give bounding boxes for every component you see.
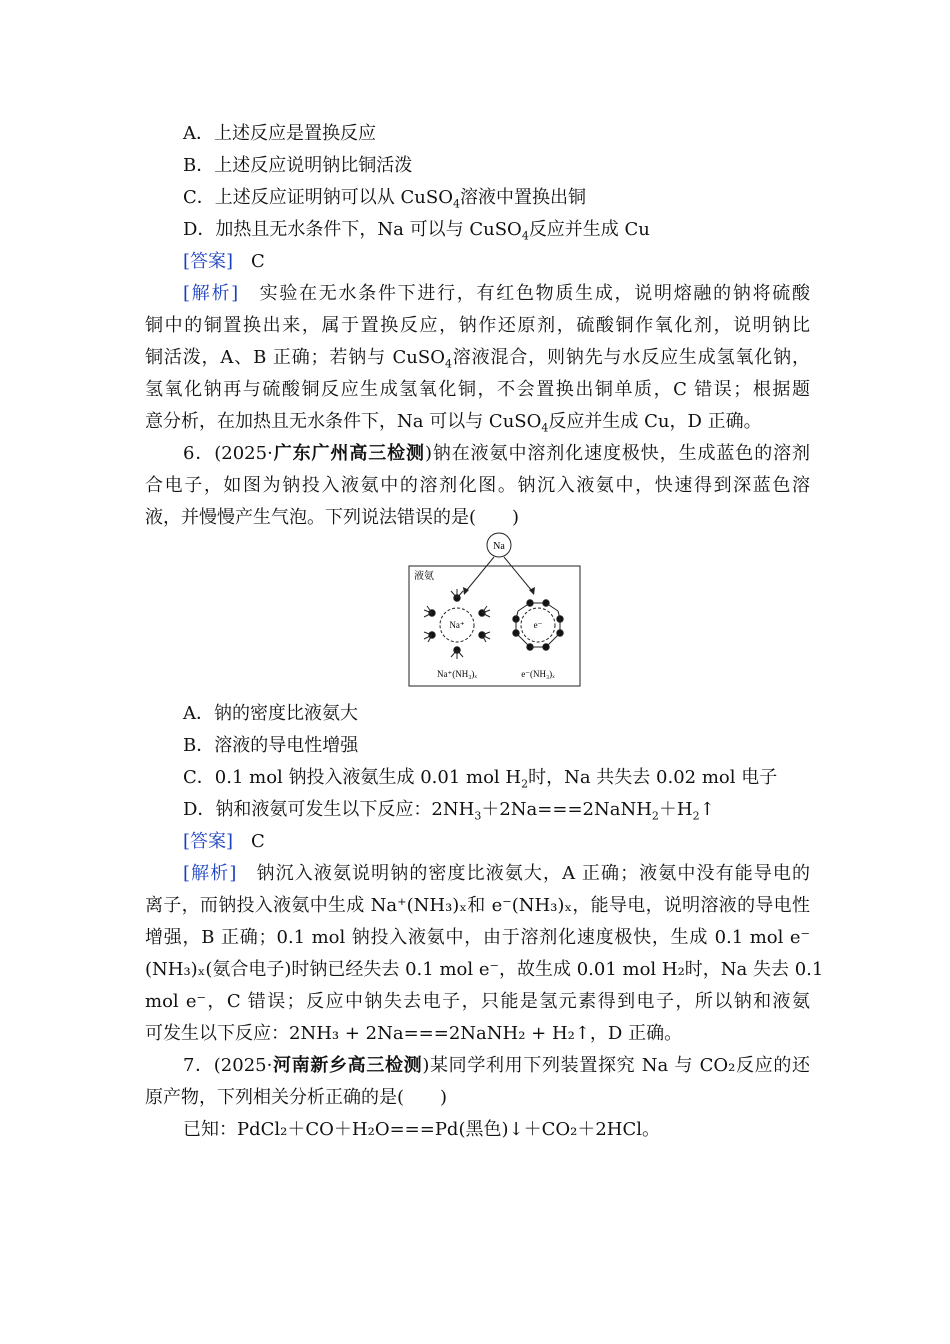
na-ion-label: Na⁺ <box>449 620 465 630</box>
q7-stem-line-1: 7．(2025·河南新乡高三检测)某同学利用下列装置探究 Na 与 CO₂反应的还 <box>183 1055 811 1076</box>
q6-stem-line-2: 合电子，如图为钠投入液氨中的溶剂化图。钠沉入液氨中，快速得到深蓝色溶 <box>145 475 810 496</box>
q6-option-d: D．钠和液氨可发生以下反应：$2NH_3+2Na===2NaNH_2+H_2↑$ <box>183 799 715 823</box>
q5-option-b: B．上述反应说明钠比铜活泼 <box>183 155 413 176</box>
q5-option-c: C．上述反应证明钠可以从 CuSO$_4$溶液中置换出铜 <box>183 187 586 211</box>
na-ion-caption: Na⁺(NH₃)ₓ <box>437 669 477 679</box>
q6-analysis-line-6: 可发生以下反应：2NH₃ + 2Na===2NaNH₂ + H₂↑，D 正确。 <box>145 1023 683 1044</box>
q6-stem-line-3: 液，并慢慢产生气泡。下列说法错误的是( ) <box>145 507 520 528</box>
q6-stem-line-1: 6．(2025·广东广州高三检测)钠在液氨中溶剂化速度极快，生成蓝色的溶剂 <box>183 443 810 464</box>
q6-answer: [答案] C <box>183 831 265 852</box>
q7-stem-line-2: 原产物，下列相关分析正确的是( ) <box>145 1087 448 1108</box>
liquid-ammonia-label: 液氨 <box>414 571 434 582</box>
q6-analysis-line-5: mol e⁻，C 错误；反应中钠失去电子，只能是氢元素得到电子，所以钠和液氨 <box>145 991 810 1012</box>
electron-label: e⁻ <box>533 620 543 630</box>
q5-answer: [答案] C <box>183 251 265 272</box>
liquid-ammonia-box <box>409 566 580 686</box>
q5-option-a: A．上述反应是置换反应 <box>183 123 376 144</box>
na-atom-label: Na <box>493 541 505 552</box>
q5-analysis-line-1: [解析] 实验在无水条件下进行，有红色物质生成，说明熔融的钠将硫酸 <box>183 283 811 304</box>
solvation-diagram <box>408 531 581 687</box>
q5-option-d: D．加热且无水条件下，Na 可以与 CuSO$_4$反应并生成 Cu <box>183 219 650 243</box>
electron-caption: e⁻(NH₃)ₓ <box>521 669 555 679</box>
q6-option-a: A．钠的密度比液氨大 <box>183 703 358 724</box>
q5-analysis-line-2: 铜中的铜置换出来，属于置换反应，钠作还原剂，硫酸铜作氧化剂，说明钠比 <box>145 315 810 336</box>
q6-analysis-line-2: 离子，而钠投入液氨中生成 Na⁺(NH₃)ₓ和 e⁻(NH₃)ₓ，能导电，说明溶液的导电性 <box>145 895 810 916</box>
q6-analysis-line-1: [解析] 钠沉入液氨说明钠的密度比液氨大，A 正确；液氨中没有能导电的 <box>183 863 811 884</box>
q6-analysis-line-4: (NH₃)ₓ(氨合电子)时钠已经失去 0.1 mol e⁻，故生成 0.01 mol H₂时，Na 失去 0.1 <box>145 959 824 980</box>
q5-analysis-line-3: 铜活泼，A、B 正确；若钠与 CuSO$_4$溶液混合，则钠先与水反应生成氢氧化钠， <box>145 347 811 371</box>
q5-analysis-line-5: 意分析，在加热且无水条件下，Na 可以与 CuSO$_4$反应并生成 Cu，D 正确。 <box>145 411 762 435</box>
q6-option-c: C．0.1 mol 钠投入液氨生成 0.01 mol $H_2$时，Na 共失去 0.02 mol 电子 <box>183 767 778 791</box>
q6-option-b: B．溶液的导电性增强 <box>183 735 359 756</box>
q7-known-reaction: 已知：PdCl₂＋CO＋H₂O===Pd(黑色)↓＋CO₂＋2HCl。 <box>183 1119 661 1140</box>
q5-analysis-line-4: 氢氧化钠再与硫酸铜反应生成氢氧化铜，不会置换出铜单质，C 错误；根据题 <box>145 379 810 400</box>
q6-analysis-line-3: 增强，B 正确；0.1 mol 钠投入液氨中，由于溶剂化速度极快，生成 0.1 mol e⁻ <box>145 927 810 948</box>
